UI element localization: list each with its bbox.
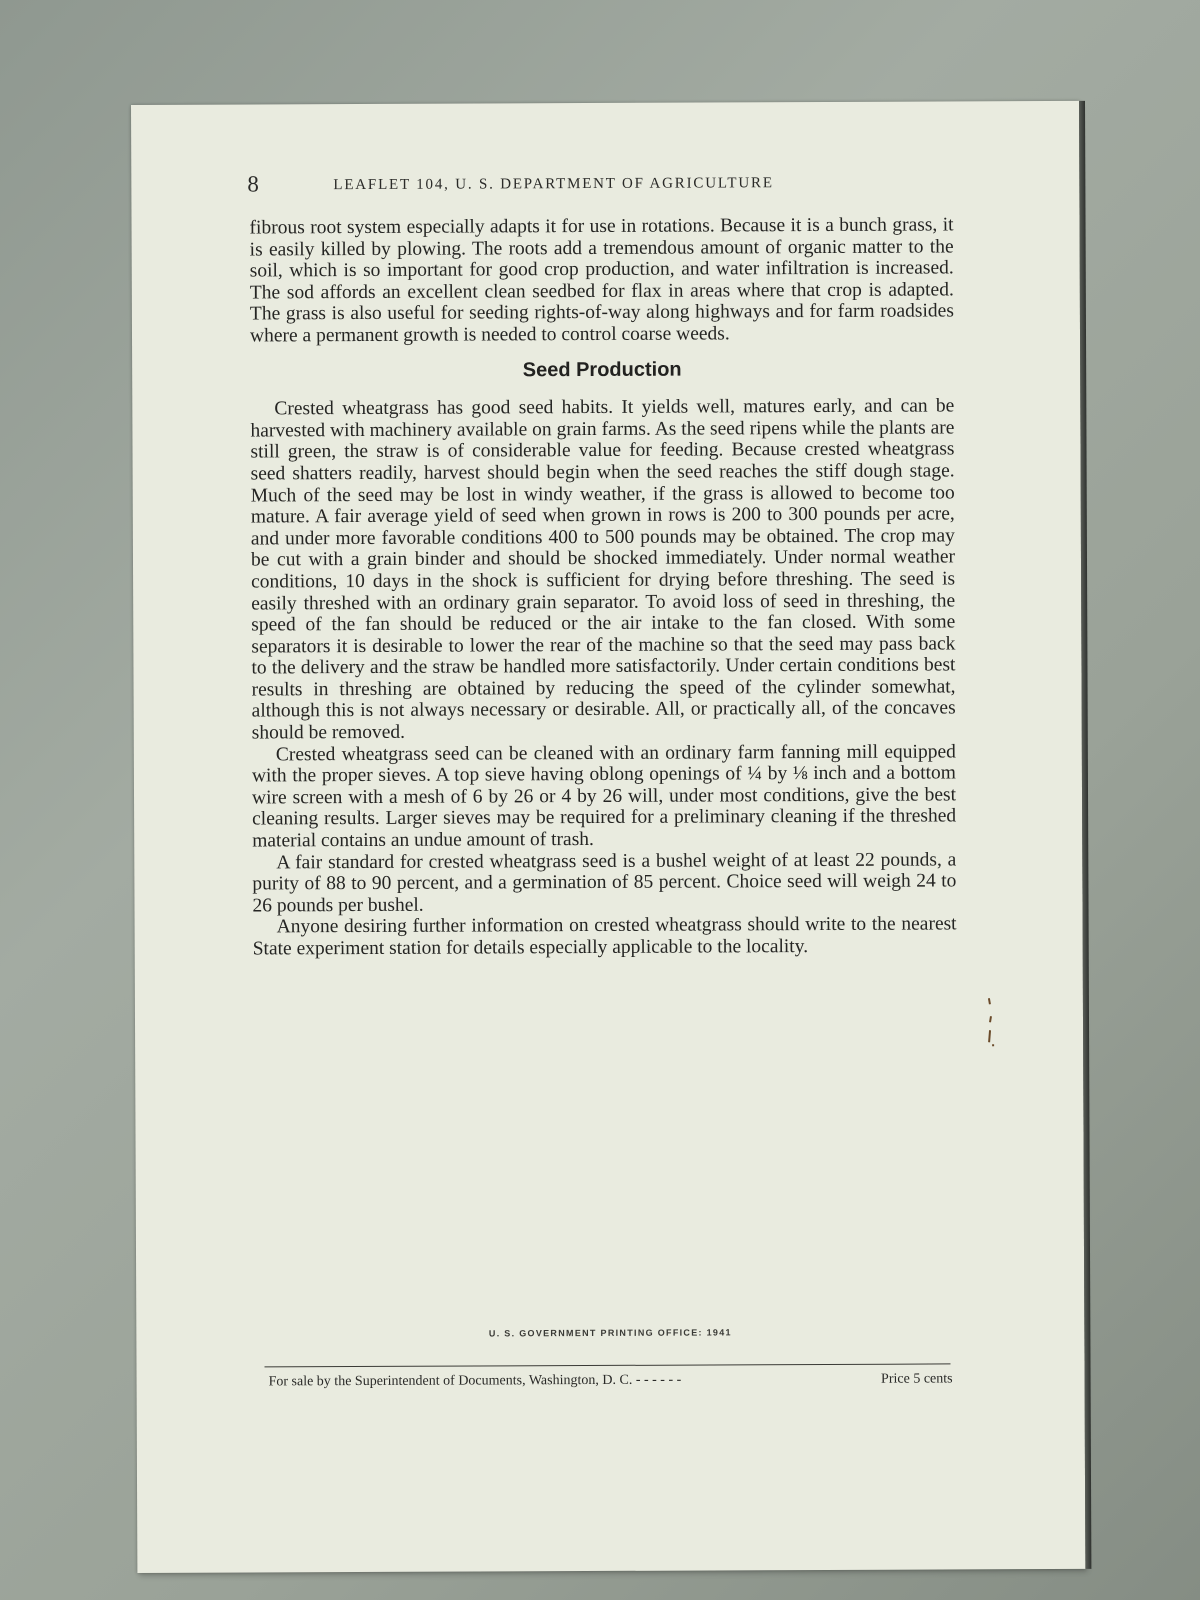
running-title: LEAFLET 104, U. S. DEPARTMENT OF AGRICULTURE — [333, 175, 774, 194]
paragraph-harvest: Crested wheatgrass has good seed habits. It yields well, matures early, and can be harvested with machinery available on grain farms. As the seed ripens while the plants are still green, the straw is of considerable value for feeding. Because crested wheatgrass seed shatters readily, harvest should begin when the seed reaches the stiff dough stage. Much of the seed may be lost in windy weather, if the grass is allowed to become too mature. A fair average yield of seed when grown in rows is 200 to 300 pounds per acre, and under more favorable conditions 400 to 500 pounds may be obtained. The crop may be cut with a grain binder and should be shocked immediately. Under normal weather conditions, 10 days in the shock is sufficient for drying before threshing. The seed is easily threshed with an ordinary grain separator. To avoid loss of seed in threshing, the speed of the fan should be reduced or the air intake to the fan closed. With some separators it is desirable to lower the rear of the machine so that the seed may pass back to the delivery and the straw be handled more satisfactorily. Under certain conditions best results in threshing are obtained by reducing the speed of the cylinder somewhat, although this is not always necessary or desirable. All, or practically all, of the concaves should be removed. — [250, 395, 956, 744]
sale-text: For sale by the Superintendent of Documents, Washington, D. C. - - - - - - — [268, 1372, 682, 1390]
intro-paragraph: fibrous root system especially adapts it for use in rotations. Because it is a bunch grass, it is easily killed by plowing. The roots add a tremendous amount of organic matter to the soil, which is so important for good crop production, and water infiltration is increased. The sod affords an excellent clean seedbed for flax in areas where that crop is adapted. The grass is also useful for seeding rights-of-way along highways and for farm roadsides where a permanent growth is needed to control coarse weeds. — [249, 214, 954, 347]
footer-rule — [265, 1363, 951, 1367]
body-text — [249, 214, 956, 960]
page-number: 8 — [247, 171, 259, 197]
printing-office-imprint: U. S. GOVERNMENT PRINTING OFFICE: 1941 — [488, 1327, 732, 1339]
section-heading: Seed Production — [522, 358, 682, 381]
paragraph-standard: A fair standard for crested wheatgrass seed is a bushel weight of at least 22 pounds, a purity of 88 to 90 percent, and a germination of 85 percent. Choice seed will weigh 24 to 26 pounds per bushel. — [252, 849, 957, 917]
paragraph-cleaning: Crested wheatgrass seed can be cleaned with an ordinary farm fanning mill equipped with the proper sieves. A top sieve having oblong openings of ¼ by ⅛ inch and a bottom wire screen with a mesh of 6 by 26 or 4 by 26 will, under most conditions, give the best cleaning results. Larger sieves may be required for a preliminary cleaning if the threshed material contains an undue amount of trash. — [251, 741, 957, 852]
leaflet-page — [131, 101, 1085, 1573]
margin-pencil-mark — [985, 996, 997, 1051]
running-head — [247, 168, 969, 201]
sale-line — [269, 1371, 953, 1390]
sale-price: Price 5 cents — [881, 1371, 953, 1387]
page-edge-shadow — [1079, 101, 1091, 1569]
paragraph-information: Anyone desiring further information on crested wheatgrass should write to the nearest State experiment station for details especially applicable to the locality. — [252, 913, 957, 960]
